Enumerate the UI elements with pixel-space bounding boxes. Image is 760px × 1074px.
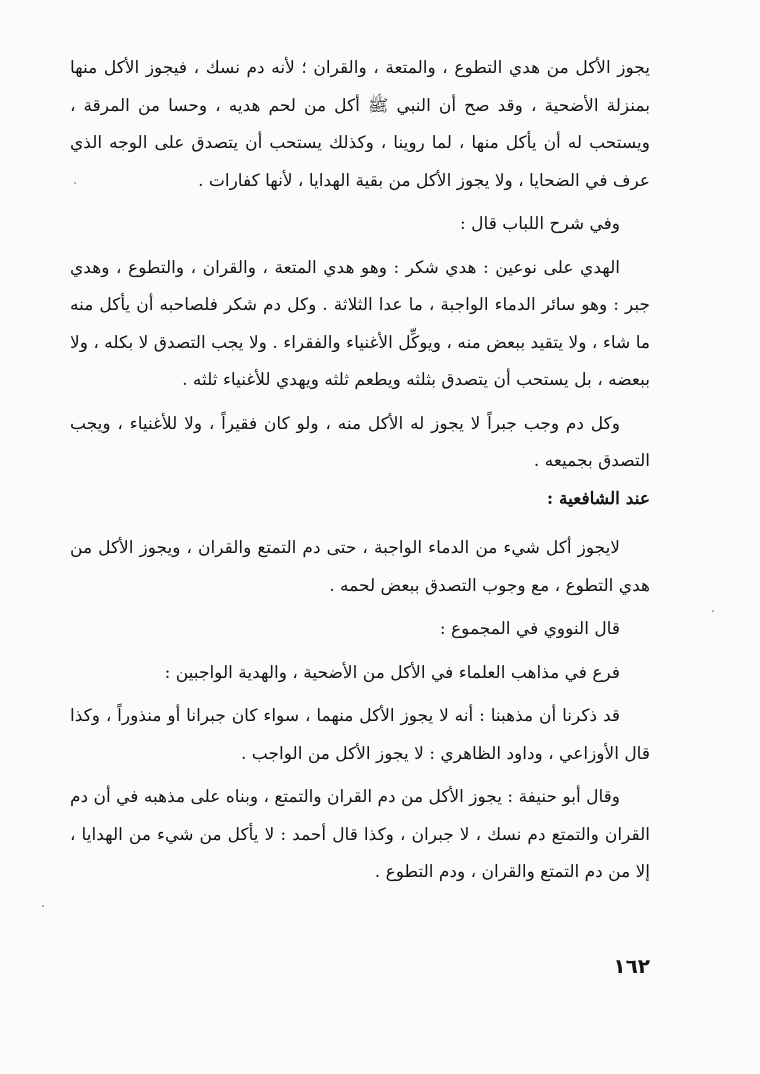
paragraph-jabr-blood: وكل دم وجب جبراً لا يجوز له الأكل منه ، ولو كان فقيراً ، ولا للأغنياء ، ويجب التصدق بجميعه . xyxy=(70,413,650,471)
scan-speck xyxy=(712,610,714,612)
scan-speck xyxy=(42,905,44,907)
paragraph-shafii-ruling: لايجوز أكل شيء من الدماء الواجبة ، حتى دم التمتع والقران ، ويجوز الأكل من هدي التطوع ، مع وجوب التصدق ببعض لحمه . xyxy=(70,538,650,596)
page-number: ١٦٢ xyxy=(613,954,650,978)
paragraph-madhhab-view: قد ذكرنا أن مذهبنا : أنه لا يجوز الأكل منهما ، سواء كان جبرانا أو منذوراً ، وكذا قال الأوزاعي ، وداود الظاهري : لا يجوز الأكل من الواجب . xyxy=(70,706,650,764)
page-body xyxy=(70,50,650,990)
paragraph-abu-hanifa-view: وقال أبو حنيفة : يجوز الأكل من دم القران والتمتع ، وبناه على مذهبه في أن دم القران والتمتع دم نسك ، لا جبران ، وكذا قال أحمد : لا يأكل من شيء من الهدايا ، إلا من دم التمتع والقران ، ودم التطوع . xyxy=(70,787,650,882)
scan-speck xyxy=(74,182,76,184)
paragraph-hady-types: الهدي على نوعين : هدي شكر : وهو هدي المتعة ، والقران ، والتطوع ، وهدي جبر : وهو سائر الدماء الواجبة ، ما عدا الثلاثة . وكل دم شكر فلصاحبه أن يأكل منه ما شاء ، ولا يتقيد ببعض منه ، ويوكِّل الأغنياء والفقراء . ولا يجب التصدق لا بكله ، ولا ببعضه ، بل يستحب أن يتصدق بثلثه ويطعم ثلثه ويهدي للأغنياء ثلثه . xyxy=(70,257,650,390)
paragraph-lubab-intro: وفي شرح اللباب قال : xyxy=(460,214,620,234)
paragraph-branch-title: فرع في مذاهب العلماء في الأكل من الأضحية ، والهدية الواجبين : xyxy=(164,662,620,683)
paragraph-hanafi-ruling: يجوز الأكل من هدي التطوع ، والمتعة ، والقران ؛ لأنه دم نسك ، فيجوز الأكل منها بمنزلة الأضحية ، وقد صح أن النبي ﷺ أكل من لحم هديه ، وحسا من المرقة ، ويستحب له أن يأكل منها ، لما روينا ، وكذلك يستحب أن يتصدق على الوجه الذي عرف في الضحايا ، ولا يجوز الأكل من بقية الهدايا ، لأنها كفارات . xyxy=(70,58,650,191)
paragraph-nawawi-intro: قال النووي في المجموع : xyxy=(439,619,620,639)
section-heading-shafii: عند الشافعية : xyxy=(546,488,650,509)
